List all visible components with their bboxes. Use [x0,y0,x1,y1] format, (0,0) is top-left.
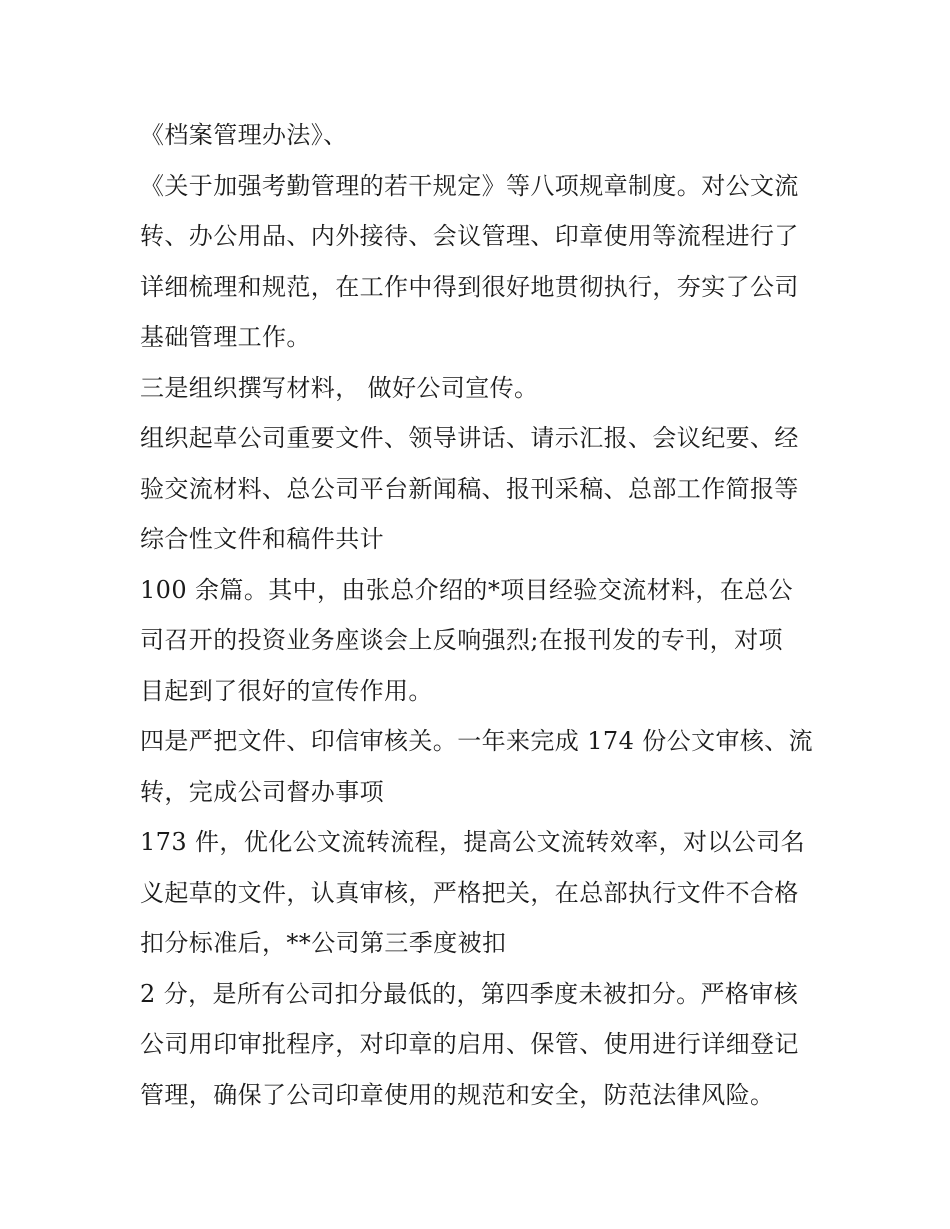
text-line: 管理，确保了公司印章使用的规范和安全，防范法律风险。 [140,1080,775,1109]
text-line: 基础管理工作。 [140,323,311,351]
text-line: 《档案管理办法》、 [140,121,348,149]
section-heading-line: 三是组织撰写材料， 做好公司宣传。 [140,373,539,402]
text-line: 公司用印审批程序，对印章的启用、保管、使用进行详细登记 [140,1030,799,1058]
text-line: 义起草的文件，认真审核，严格把关，在总部执行文件不合格 [140,878,799,907]
text-line: 100 余篇。其中，由张总介绍的*项目经验交流材料，在总公 [140,575,794,604]
text-line: 转、办公用品、内外接待、会议管理、印章使用等流程进行了 [140,222,799,250]
text-line: 目起到了很好的宣传作用。 [140,676,433,705]
text-line: 转，完成公司督办事项 [140,777,384,806]
text-line: 详细梳理和规范，在工作中得到很好地贯彻执行，夯实了公司 [140,272,799,301]
text-line: 组织起草公司重要文件、领导讲话、请示汇报、会议纪要、经 [140,424,799,452]
text-line: 扣分标准后，**公司第三季度被扣 [140,929,507,957]
text-line: 综合性文件和稿件共计 [140,525,384,553]
text-line: 《关于加强考勤管理的若干规定》等八项规章制度。对公文流 [140,171,799,200]
document-body [140,110,820,1120]
section-heading-line: 四是严把文件、印信审核关。一年来完成 174 份公文审核、流 [140,727,814,755]
text-line: 173 件，优化公文流转流程，提高公文流转效率，对以公司名 [140,828,806,856]
text-line: 司召开的投资业务座谈会上反响强烈;在报刊发的专刊，对项 [140,626,783,654]
text-line: 2 分，是所有公司扣分最低的，第四季度未被扣分。严格审核 [140,979,799,1008]
text-line: 验交流材料、总公司平台新闻稿、报刊采稿、总部工作简报等 [140,474,799,503]
